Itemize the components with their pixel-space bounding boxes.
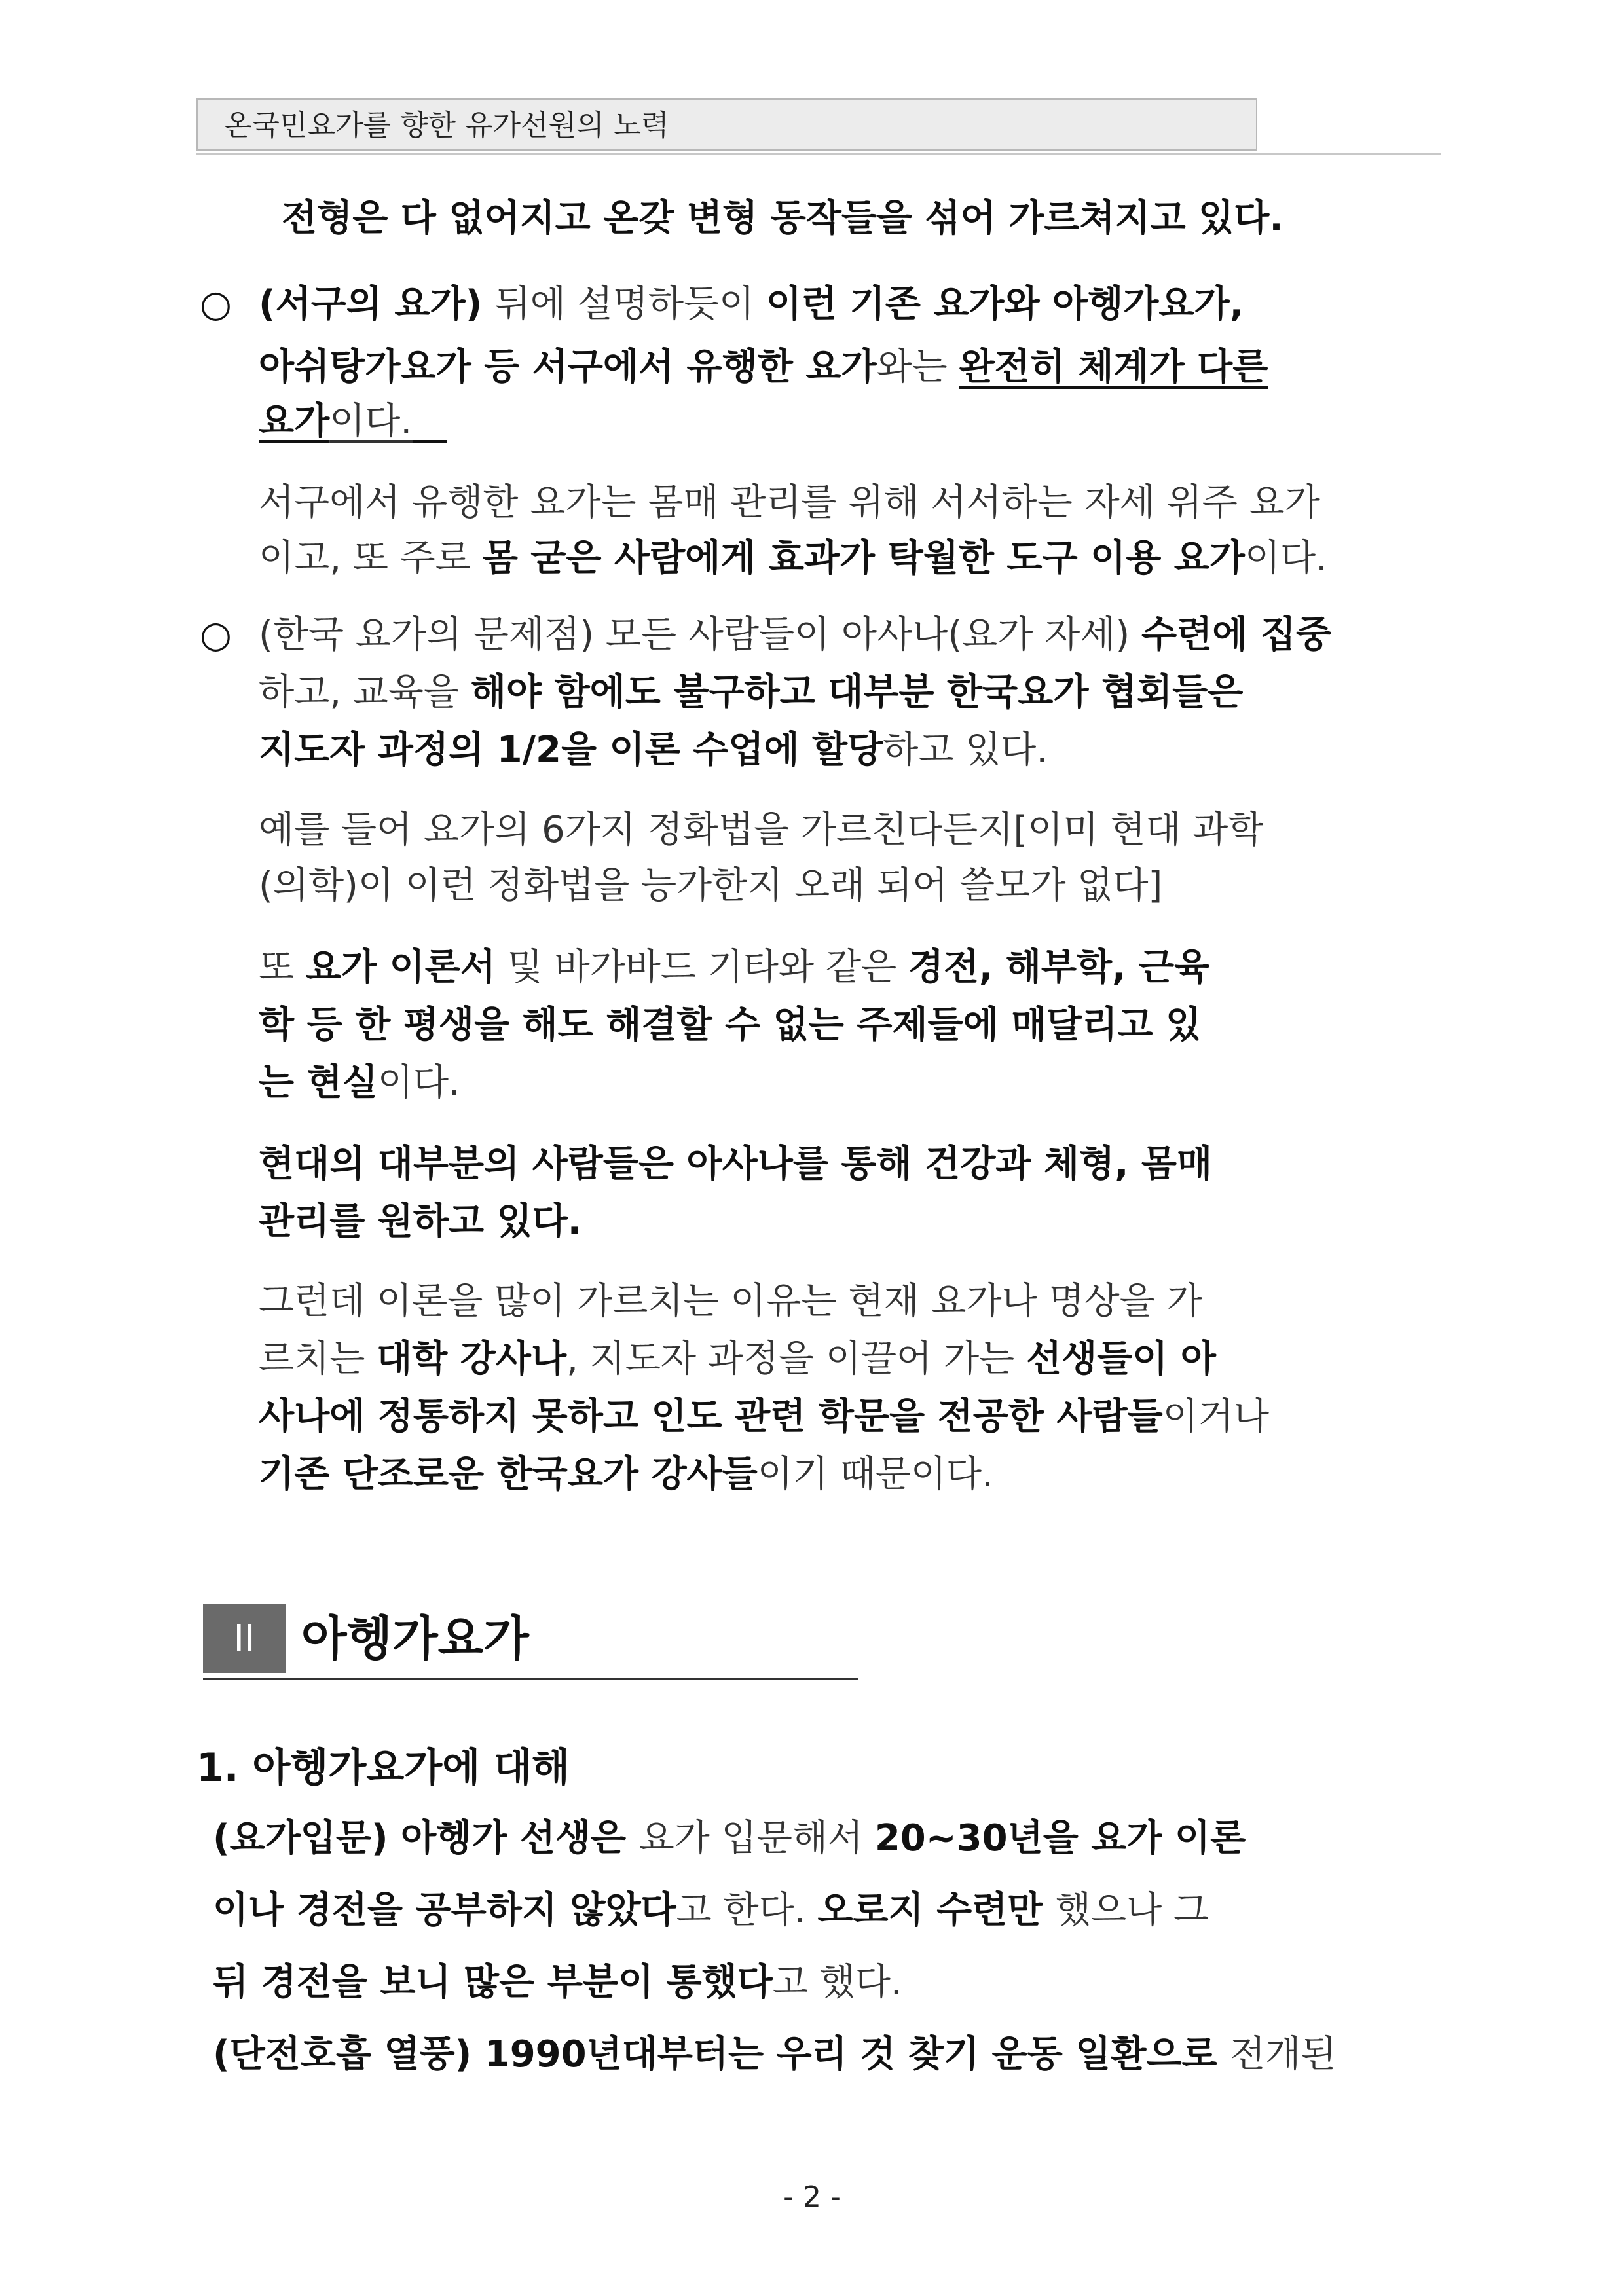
subsection-title: 1. 아헹가요가에 대해 — [196, 1745, 570, 1791]
paragraph-line: 현대의 대부분의 사람들은 아사나를 통해 건강과 체형, 몸매 — [259, 1143, 1213, 1185]
bullet-circle-icon: ○ — [200, 283, 232, 325]
paragraph-line: 이고, 또 주로 몸 굳은 사람에게 효과가 탁월한 도구 이용 요가이다. — [259, 537, 1327, 579]
paragraph-line: (한국 요가의 문제점) 모든 사람들이 아사나(요가 자세) 수련에 집중 — [259, 614, 1331, 656]
paragraph-line: 서구에서 유행한 요가는 몸매 관리를 위해 서서하는 자세 위주 요가 — [259, 481, 1320, 524]
running-header-title: 온국민요가를 향한 유가선원의 노력 — [224, 109, 669, 142]
paragraph-line: 는 현실이다. — [259, 1061, 460, 1104]
paragraph-line: 이나 경전을 공부하지 않았다고 한다. 오로지 수련만 했으나 그 — [213, 1889, 1209, 1932]
section-divider — [203, 1678, 858, 1680]
paragraph-line: 전형은 다 없어지고 온갖 변형 동작들을 섞어 가르쳐지고 있다. — [282, 197, 1283, 240]
paragraph-line: 예를 들어 요가의 6가지 정화법을 가르친다든지[이미 현대 과학 — [259, 809, 1264, 851]
paragraph-line: 관리를 원하고 있다. — [259, 1200, 582, 1243]
paragraph-line: 그런데 이론을 많이 가르치는 이유는 현재 요가나 명상을 가 — [259, 1280, 1202, 1323]
paragraph-line: 르치는 대학 강사나, 지도자 과정을 이끌어 가는 선생들이 아 — [259, 1338, 1216, 1380]
paragraph-line: 지도자 과정의 1/2을 이론 수업에 할당하고 있다. — [259, 729, 1048, 771]
section-number-badge: II — [203, 1604, 286, 1673]
bullet-circle-icon: ○ — [200, 614, 232, 656]
paragraph-line: 학 등 한 평생을 해도 해결할 수 없는 주제들에 매달리고 있 — [259, 1004, 1202, 1046]
paragraph-line: 사나에 정통하지 못하고 인도 관련 학문을 전공한 사람들이거나 — [259, 1395, 1269, 1438]
running-header — [196, 98, 1257, 151]
header-divider — [196, 153, 1441, 155]
paragraph-line: 또 요가 이론서 및 바가바드 기타와 같은 경전, 해부학, 근육 — [259, 946, 1210, 989]
paragraph-line: (단전호흡 열풍) 1990년대부터는 우리 것 찾기 운동 일환으로 전개된 — [213, 2033, 1337, 2076]
paragraph-line: 아쉬탕가요가 등 서구에서 유행한 요가와는 완전히 체계가 다른 — [259, 346, 1268, 388]
paragraph-line: 뒤 경전을 보니 많은 부분이 통했다고 했다. — [213, 1961, 902, 2004]
paragraph-line: (의학)이 이런 정화법을 능가한지 오래 되어 쓸모가 없다] — [259, 864, 1163, 907]
paragraph-line: 기존 단조로운 한국요가 강사들이기 때문이다. — [259, 1453, 993, 1496]
paragraph-line: (요가입문) 아헹가 선생은 요가 입문해서 20~30년을 요가 이론 — [213, 1817, 1246, 1860]
section-title: 아헹가요가 — [301, 1611, 529, 1666]
paragraph-line: 요가이다. — [259, 400, 413, 443]
page-number: - 2 - — [783, 2180, 841, 2214]
paragraph-line: 하고, 교육을 해야 함에도 불구하고 대부분 한국요가 협회들은 — [259, 671, 1244, 714]
paragraph-line: (서구의 요가) 뒤에 설명하듯이 이런 기존 요가와 아헹가요가, — [259, 283, 1244, 325]
